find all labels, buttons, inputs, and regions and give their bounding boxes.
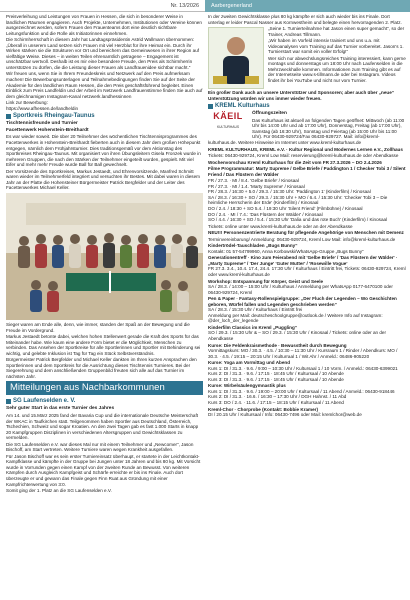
- section-heading-sg: [6, 398, 203, 405]
- square-bullet-icon: [6, 114, 11, 119]
- program-item: SA / 28.3. / 16:30 + SO / 29.3. / 15:30 Uhr + MO / 6.4. / 15:30 Uhr: 'Checker Tobi 3 – Die heimliche Herrscherin der Erde' (Kinderfilm) / Kinosaal: [208, 194, 388, 206]
- program-item: Kindertrödel-Tauschladen „Bugs Bunny“: [208, 243, 298, 249]
- paragraph: Die SG Laufenselden e.V. war dieses Mal nur mit einem Teilnehmer und „Newcomer“, Jason Bischoff, am Start vertreten. Weitere Turniere waren wegen Krankheit ausgefallen.: [6, 441, 194, 453]
- program-item: FR / 28.3. / 16:30 + 5.0 / 29.3. / 15:30 Uhr: 'Paddington 1' (Kinderfilm) / Kinosaal: [208, 189, 371, 195]
- program-item: DI / 20.15 Uhr / Kultursaal / Info: 06430-7496 oder Mail: kremlchor@web.de: [208, 412, 362, 418]
- program-item: SA / 28.3. / 14:00 – 15:00 Uhr / Kulturhaus / Anmeldung per WhatsApp 0177-6470100 oder 06430-929724, Kreml: [208, 284, 393, 295]
- program-item: Kinderfilm Classics im Kreml „Puggling“: [208, 324, 298, 330]
- program-item: Kurs 2: DI / 31.3. · 9.6. / 17:15 · 18:45 Uhr / Kultursaal / 10 Abende: [208, 371, 344, 377]
- logo-subtitle: KULTURHAUS: [216, 125, 240, 130]
- program-item: FR / 27.3. · MI / 8.4. 'Gelbe Briefe' / Kinosaal: [208, 178, 299, 184]
- quote-paragraph: „Wir haben im Vorfeld intensiv trainiert und uns u.a. mit Videoanalysen vom Training auf das Turnier vorbereitet. Jason's 1. Turnierstart war somit ein voller Erfolg!“: [268, 38, 404, 55]
- trainer-photo: [208, 27, 264, 89]
- program-item: DO / 2.4. / 18:30 + SO 5.4. / 19:30 Uhr 'Silent Friend' (Filmbühne) / Kinosaal: [208, 205, 363, 211]
- program-item: SA / 28.3. / 15:30 Uhr / Kulturhaus / Eintritt frei: [208, 307, 303, 313]
- program-list: [208, 147, 406, 418]
- paragraph: Wir freuen uns, wenn Sie in Ihrem Freundeskreis und Netzwerk auf den Preis aufmerksam machen! Die Bewerbungsunterlagen und Teilnahmebedingungen finden Sie auf der Seite der Akademie für den ländlichen Raum Hessen, die den Preis geschäftsführend begleitet. Einen Einblick zum Preis Landfeldin und der Arbeit im Netzwerk Landfrauenstimme finden Sie auch auf dem gleichnamigen Instagram-Kanal netzwerk.landhessinnen: [6, 71, 203, 99]
- right-column: [208, 14, 406, 419]
- program-item: Filme Programmatur: Marty Supreme / Gelbe Briefe / Paddington 1 / Checker Tobi 3 / Silent Friend / Das Flüstern der Wälder: [208, 166, 406, 177]
- program-item: Kontakt: 01 57-54799960, Anna Korbowski/WhatsApp-Gruppe „Bugs Bunny“: [208, 248, 364, 254]
- program-item: Anmeldung per Mail: deutscheschoolgruppe@outlook.de / Weitere Info auf Instagram: @der_loch_der_legende: [208, 312, 383, 324]
- logo-wordmark: KÄEIL: [213, 111, 243, 122]
- square-bullet-icon: [6, 399, 11, 404]
- issue-number: Nr. 13/2026: [0, 0, 205, 12]
- program-item: Wochenvorschau Kreml Kulturhaus für die Zeit vom FR 27.3.2026 – DO 2.4.2026: [208, 159, 382, 165]
- paragraph: Es war wieder soweit. Die über 20 Teilnehmer des wöchentlichen Tischtennisprogrammes des Facettenwerkes in Hohenstein-Breithardt fieberten auch in diesem Jahr dem großen Höhepunkt entgegen, nämlich dem Frühjahrsturnier. Dies traditionsgemäß vor dem Aktionstag des Sportkreises Rheingau-Taunus. Mit organisiert von ihren Übungsleitern Gisela Fronzek wurde in mehreren Gruppen, die nach den Stärken der Teilnehmer eingeteilt wurden, gespielt. Mit viel Eifer und mehr mehr Freude wurde Ball für Ball gewechselt.: [6, 134, 201, 168]
- program-item: Kurs 3: DO / 2.4. · 11.6. / 17:15 – 18:15 Uhr / Kultursaal / 11 Abend: [208, 400, 344, 406]
- program-item: NEU!!! Personenzentrierte Beratung für pflegende Angehörige von Menschen mit Demenz: [208, 230, 404, 236]
- program-item: FR / 27.3. · MI / 1.4. 'Marty Supreme' / Kinosaal: [208, 183, 305, 189]
- program-item: SO / 29.3. / 15:30 Uhr & – SO / 29.3. / 15:30 Uhr / Kinosaal / Tickets: online oder an der Abendkasse: [208, 330, 386, 342]
- article-subtitle: Tischtennisfreunde und Turnier: [6, 121, 78, 127]
- paragraph: Somit ging der 1. Platz an die SG Laufenselden e.V.: [6, 488, 112, 494]
- section-banner: Mitteilungen aus Nachbarkommunen: [6, 381, 203, 395]
- kreml-logo: [208, 112, 248, 134]
- program-item: Kurse: Die Feldenkraismethode · Bewusstheit durch Bewegung: [208, 342, 347, 348]
- paragraph: Am 14. und 15.März 2025 fand der Bavaria Cup und die internationale Deutsche Meisterschaft der WKAC in Taufkirchen statt. Teilgenommen haben Sportler aus Deutschland, Österreich, Tschechien, Schweiz und sogar Kroatien. An den zwei Tagen gab es fast 1.000 Starts in knapp 20 Kampfgruppen Disziplinen in verschiedenen Altersgruppen und Gewichtsklassen zu vermelden.: [6, 413, 199, 441]
- program-item: Kurse: Yoga am Vormittag und Abend: [208, 360, 291, 366]
- program-item: Terminvereinbarung/ Anmeldung: 06430-929724, Kreml Low Mail: info@kreml-kulturhaus.de: [208, 236, 396, 242]
- bewerbung-link[interactable]: https://www.afhessen.de/landheldin: [6, 105, 79, 111]
- photo-caption: Sieger waren am Ende alle, denn, wie immer, standen der Spaß an der Bewegung und die Freude im Vordergrund.: [6, 321, 190, 333]
- program-item: Kurs 1: DI / 31.3. · 9.6. / 9:00 – 10:30 Uhr / Kultursaal 1 / 10 Vorm. / Anmeld.: 06430-6399021: [208, 365, 398, 371]
- page-header: [0, 0, 410, 12]
- program-item: DO / 2.4. · MI / 7.4.: 'Das Flüstern der Wälder' / Kinosaal: [208, 211, 323, 217]
- program-item: Kreml-Chor · Chorprobe (Kontakt: Bobbie Kramer): [208, 406, 318, 412]
- section-heading-text: SG Laufenselden e. V.: [13, 398, 76, 405]
- program-item: Kurs 1: DI / 31.3. · 9.6. / 19:00 – 20:00 Uhr / Kultursaal / 11 Abend / Anmeld.: 06430-918446: [208, 388, 395, 394]
- paragraph: Der Vorsitzende des Sportkreises, Markus Jestaedt, und Ehrenvorsitzende, Manfred Schmitt waren wieder im Teilnehmerfeld integriert und versuchten ihr Bestes. Mit dabei waren in diesem Jahr an der Platte die Hohensteiner Bürgermeister Patrick Bergfelder und der Leiter des Facettenwerkes Michael Keller.: [6, 168, 200, 191]
- paragraph: In der zweiten Gewichtsklasse plus 80 kg kämpfte er sich auch wieder bis ins Finale. Dort unterlag er leider Pascal Nasser aus Kornwestheim und belegte einen hervorragenden 2. Platz.: [208, 14, 402, 25]
- section-heading-sportkreis: [6, 113, 203, 120]
- square-bullet-icon: [208, 104, 213, 109]
- thanks-paragraph: Ein großer Dank auch an unsere Unterstützer und Sponsoren; aber auch über „neue“ Unterstützung würden wir uns immer wieder freuen.: [208, 90, 395, 101]
- left-column: [6, 14, 203, 495]
- paragraph: Markus Jestaedt betonte dabei, welchen hohen Stellenwert gerade die Kraft des Sports für das Miteinander habe. Wie kaum eine andere Form bietet er die Möglichkeit, Menschen zu verbinden. Das Ansehen der Sportkreise für alle Sportlerinnen und Sportler mit Behinderung sei wichtig, und gelebte Inklusion ist Tag für Tag ein Stück Selbstverständnis.: [6, 334, 201, 356]
- quote-paragraph: Wer sich nur abwechslungsreiches Training interessiert, kann gerne montags und donnerstags um 18:00 Uhr nach Laufenselden in die Mehrzweckhalle kommen. Informationen zum Training gibt es auf der Internetseite www.s-tillmann.de oder bei Instagram. Videos findet ihr bei YouTube und nicht nur vom Turnier.: [268, 55, 406, 84]
- program-item: Pen & Paper · Fantasy-Rollenspielgruppe: „Der Fluch der Legenden – Wo Geschichten geboren, Würfel fallen und Legenden geschrieben werden“: [208, 296, 397, 307]
- paragraph: Für Jason Bischoff war es sein erster Turniereinsatz überhaupt, er startete in der Leichtkontakt-Kampfklasse und kämpfte in der Gruppe bei Jungen unter 18 Jahren und bis 80 kg. Mit Vorsicht wurde in Vorrunden gegen einen Kampf von der zweiten Runde an Bewusst. Von weiteren Kämpfen durch Ausgleich Kampfgeist und Schärfe erreichte er bis ins Finale. Auch dort überzeugte er und gewann das Finale gegen Finn Ruat aus Gründung mit einer Kampfrichterwertung von 3:0.: [6, 453, 201, 487]
- opening-heading: Öffnungszeiten: [252, 111, 287, 117]
- program-item: Kurse: Wirbelsäulengymnastik plus: [208, 383, 286, 389]
- paragraph: Bürgermeister Patrick Bergfelder und Michael Keller dankten im Ihren kurzen Ansprachen den Sportlerinnen und dem Sportkreis für die Ausrichtung dieses Tischtennis Turnieres. Bei der Siegerehrung und dem anschließenden Gruppenbild freuten sich alle auf das Turnier im nächsten Jahr.: [6, 357, 197, 379]
- paragraph: Link zur Bewerbung:: [6, 100, 48, 106]
- article-subtitle: Facettenwerk Hohenstein-Breithardt: [6, 127, 89, 133]
- paragraph: Preisverleihung und Leistungen von Frauen in Hessen, die sich in besonderer Weise in ländlichen Räumen engagieren. Auch Projekte, Unternehmen, Institutionen oder Vereine können ausgezeichnet werden, sofern Frauen den Frauenteams dort eine deutlich sichtbare Leitungsfunktion und die Rolle als Initiatorinnen einnehmen.: [6, 14, 202, 36]
- program-item: Generationentreff · Kino zum Feierabend mit 'Gelbe Briefe' / 'Das Flüstern der Wälder' · „Marty Supreme“ / 'Der Junge' 'Guter Mutter' / 'Rosewille Vogue': [208, 255, 398, 266]
- paragraph: Die Schirmherrschaft in diesem Jahr hat Landtagspräsidentin Astrid Wallmann übernommen: „Überall in unserem Land setzen sich Frauen mit viel Herzblut für ihre Heimat ein. Durch ihr Wirken stärken sie die Strukturen vor Ort und bereichern das Gemeinwesen in ihrer Region auf vielfältige Weise. Dieses – in weiten Teilen ehrenamtlich getragene – Engagement ist unschätzbar wertvoll. Deshalb ist es mir eine besondere Freude, den Preis als Schirmherrin unterstützen zu dürfen, die die Leistung dieser Frauen als Landfrauenidee sichtbar macht.“: [6, 37, 200, 70]
- section-title: Aarbergenerland: [205, 0, 410, 12]
- program-item: FR 27.3. 3.4., 10.4. 17.4, 24.4. 17:30 Uhr / Kulturhaus / Eintritt frei, Tickets: 06430-929724, Kreml oder www.kreml-kulturhaus.de: [208, 266, 406, 277]
- group-photo: [6, 193, 203, 320]
- article-subtitle: Sehr guter Start in das erste Turnier des Jahres: [6, 406, 115, 412]
- section-heading-kreml: [208, 103, 406, 110]
- program-item: Kurs 2: DI / 31.3. · 16.6. / 16:30 – 17:30 Uhr / DGH Hahnst. / 11 Abd: [208, 394, 347, 400]
- opening-hours: Das Kulturhaus ist aktuell an folgenden Tagen geöffnet: Mittwoch (ab 11:00 Uhr bis 14:00 Uhr und ab 17:00 Uhr), Donnerstag, Freitag (ab 17:00 Uhr), Samstag (ab 16:30 Uhr), Sonntag und Feiertag (ab 15:00 Uhr bis 11:00 Uhr). Für 06430-929724/Fax 06430-929727. Mail: info@kreml-kulturhaus.de. Weitere Hinweise im Internet unter www.kreml-kulturhaus.de: [208, 117, 405, 145]
- program-item: Workshop: Entspannung für Körper, Geist und Seele: [208, 278, 324, 284]
- section-heading-text: Sportkreis Rheingau-Taunus: [13, 113, 95, 120]
- quote-paragraph: „Seine 1. Turnierteilnahme hat Jason einen super gemacht“, so der Trainer, Andreas Tillmann.: [268, 26, 405, 37]
- program-item: KREML KULTURHAUS, KREML e.V. · Kultur Regional und Modernes Lernen e.V., Zollhaus: [208, 146, 403, 152]
- program-item: SO / 4.4. / 16:30 + SO / 5.4. / 15:30 Uhr 'Dalia und das rote Buch' (Kinderfilm) / Kinosaal: [208, 217, 388, 223]
- program-item: Tickets: online unter www.kreml-kulturhaus.de oder an der Abendkasse: [208, 223, 353, 229]
- program-item: Vormittagskurs: MO / 30.3. · 4.5. / 10:30 – 11:30 Uhr / Kursraum 1 / Rinder / Abendkurs: MO / 30.3. · 4.5. / 19:15 – 20:15 Uhr / Kulturraal 1 / Wit Ahr / Anmeld.: 06486-905220: [208, 348, 398, 359]
- section-heading-text: KREML Kulturhaus: [215, 103, 270, 110]
- program-item: Kurs 3: DI / 31.3. · 9.6. / 17:15 · 18:45 Uhr / Kultursaal / 10 Abende: [208, 376, 344, 382]
- program-item: Tickets: 06430-929724, Kreml Low Mail: reservierung@kreml-kulturhaus.de oder Abendkasse: [208, 153, 399, 159]
